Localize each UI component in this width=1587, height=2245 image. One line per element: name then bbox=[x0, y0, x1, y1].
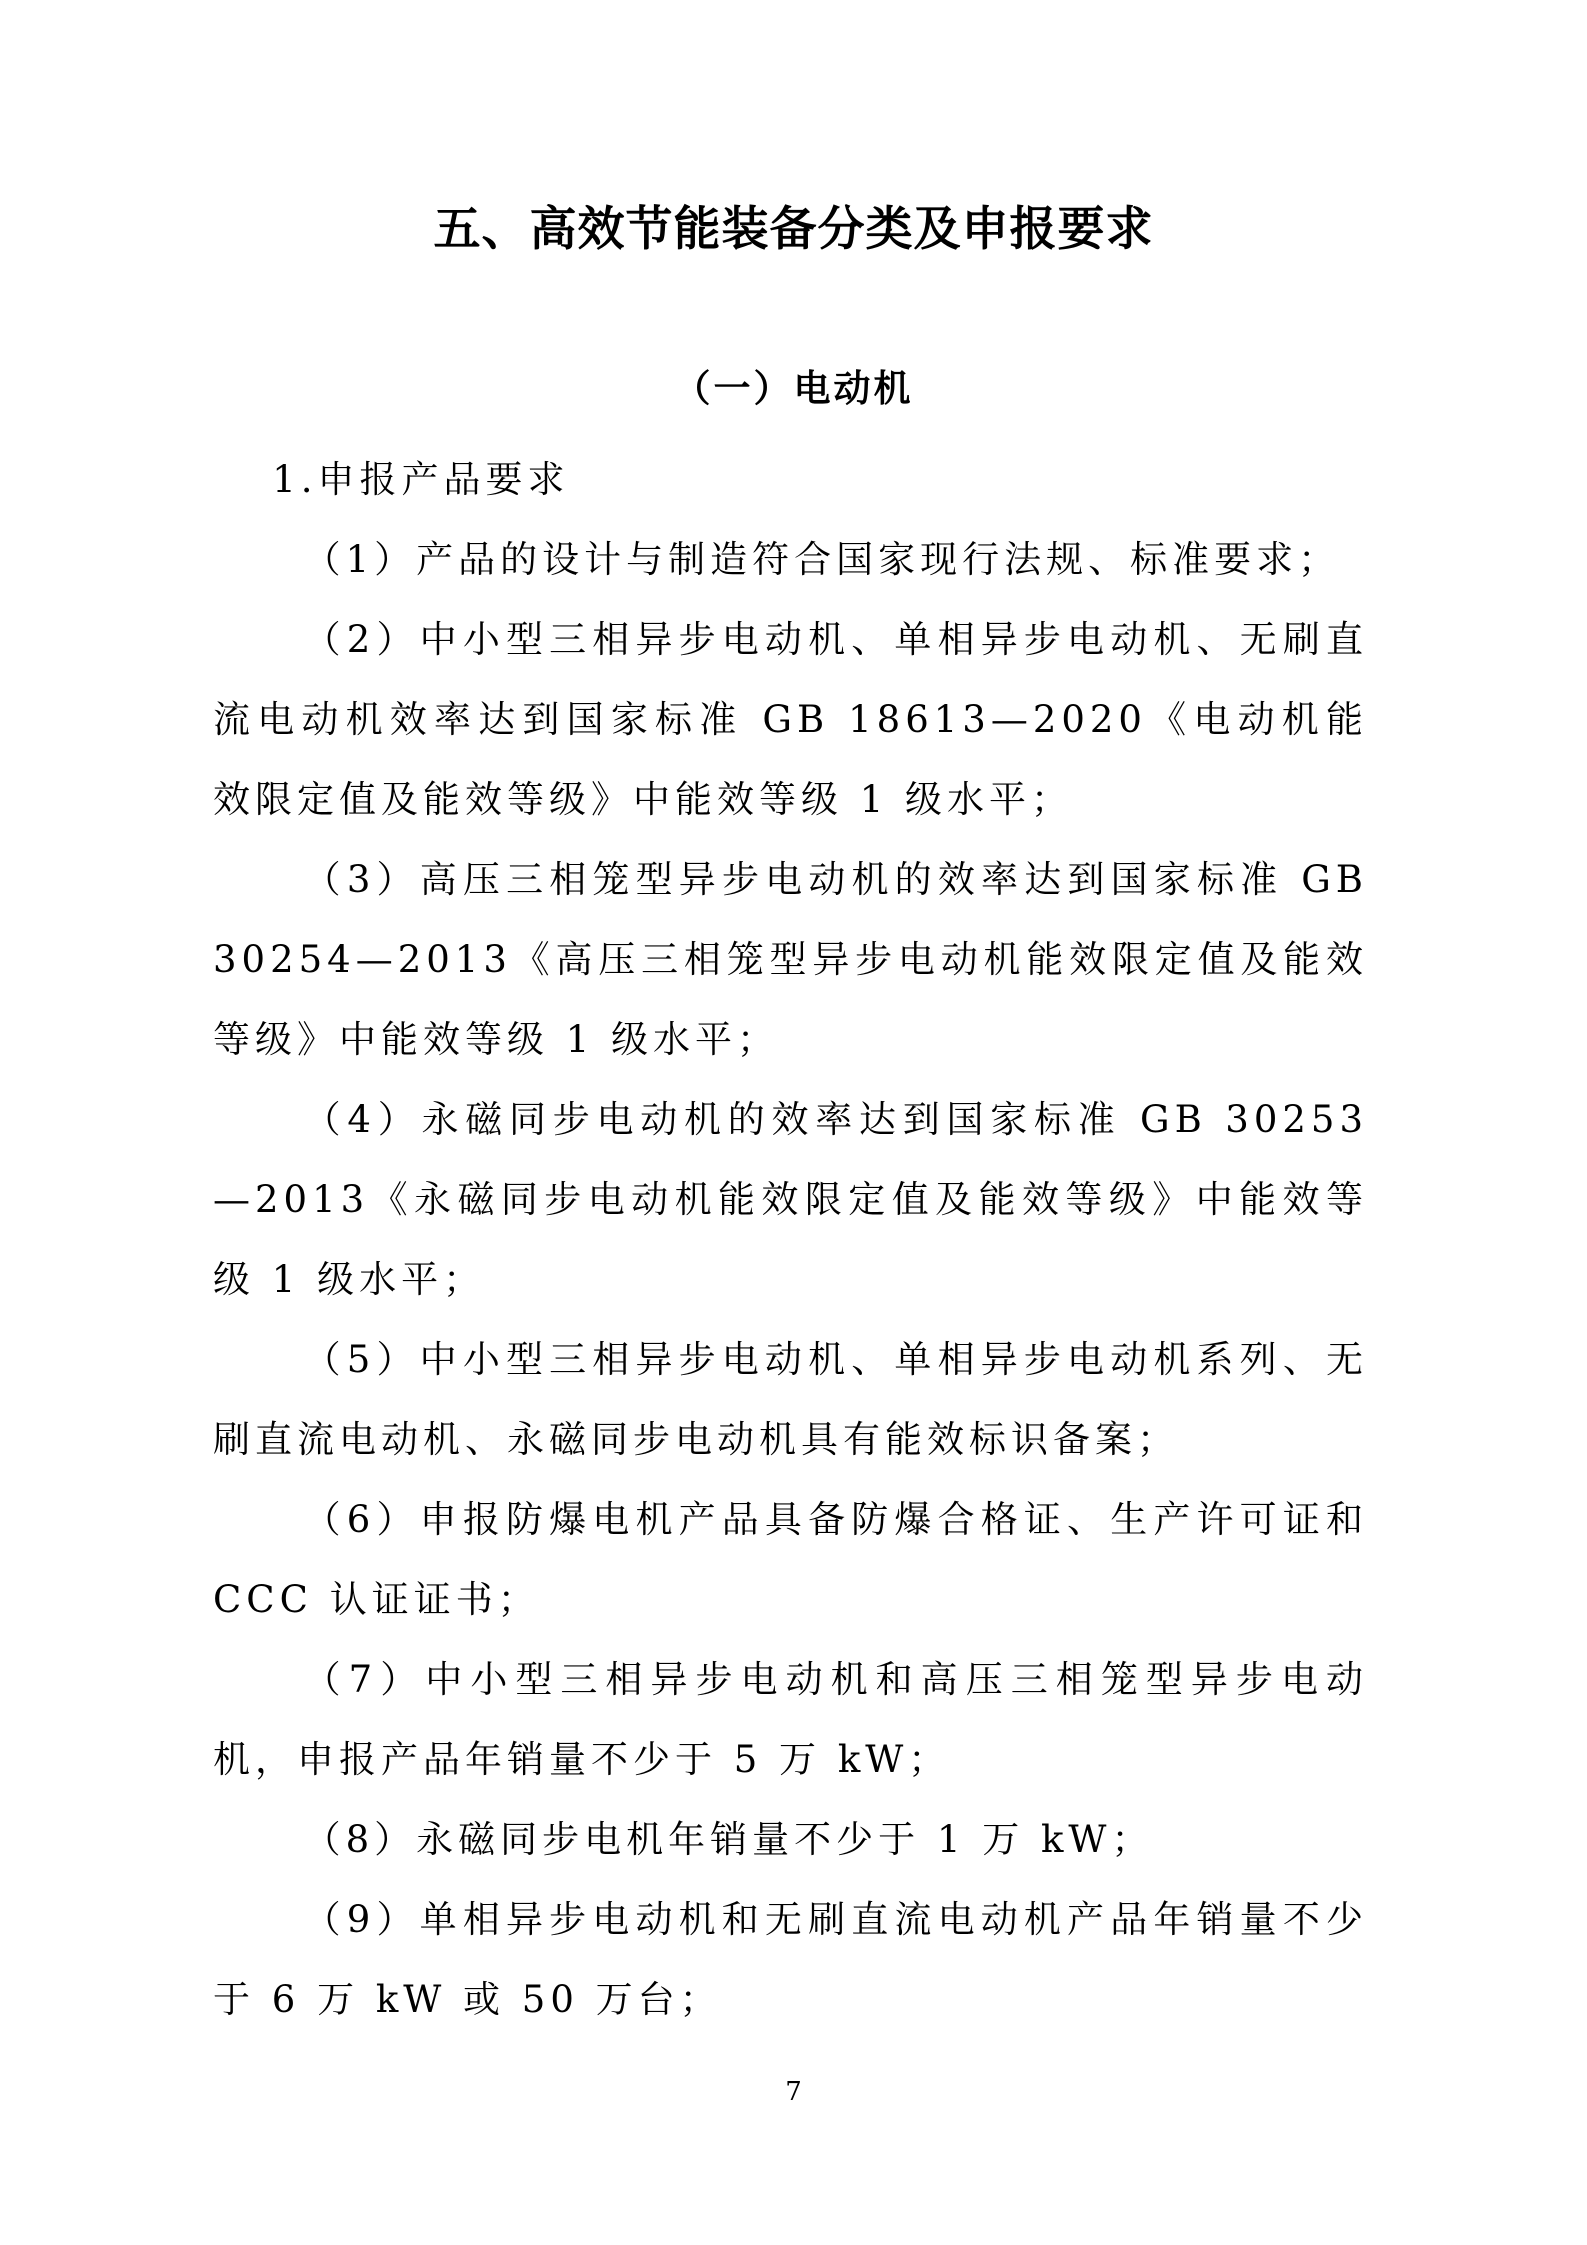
page-number: 7 bbox=[785, 2077, 802, 2107]
requirement-item-5: （5）中小型三相异步电动机、单相异步电动机系列、无刷直流电动机、永磁同步电动机具有能效标识备案； bbox=[213, 1338, 1368, 1461]
requirement-item-7: （7）中小型三相异步电动机和高压三相笼型异步电动机，申报产品年销量不少于 5 万 kW； bbox=[213, 1658, 1368, 1781]
requirement-item-4: （4）永磁同步电动机的效率达到国家标准 GB 30253—2013《永磁同步电动机能效限定值及能效等级》中能效等级 1 级水平； bbox=[213, 1098, 1368, 1301]
requirement-item-6: （6）申报防爆电机产品具备防爆合格证、生产许可证和 CCC 认证证书； bbox=[213, 1498, 1368, 1621]
section-heading: （一）电动机 bbox=[673, 366, 914, 410]
page-title: 五、高效节能装备分类及申报要求 bbox=[433, 202, 1154, 257]
sub-heading: 1.申报产品要求 bbox=[272, 458, 570, 501]
requirement-item-3: （3）高压三相笼型异步电动机的效率达到国家标准 GB 30254—2013《高压三相笼型异步电动机能效限定值及能效等级》中能效等级 1 级水平； bbox=[213, 858, 1368, 1061]
requirement-item-1: （1）产品的设计与制造符合国家现行法规、标准要求； bbox=[303, 538, 1341, 581]
document-body bbox=[213, 440, 1368, 2040]
requirement-item-9: （9）单相异步电动机和无刷直流电动机产品年销量不少于 6 万 kW 或 50 万台； bbox=[213, 1898, 1368, 2021]
requirement-item-2: （2）中小型三相异步电动机、单相异步电动机、无刷直流电动机效率达到国家标准 GB 18613—2020《电动机能效限定值及能效等级》中能效等级 1 级水平； bbox=[213, 618, 1368, 821]
requirement-item-8: （8）永磁同步电机年销量不少于 1 万 kW； bbox=[303, 1818, 1154, 1861]
